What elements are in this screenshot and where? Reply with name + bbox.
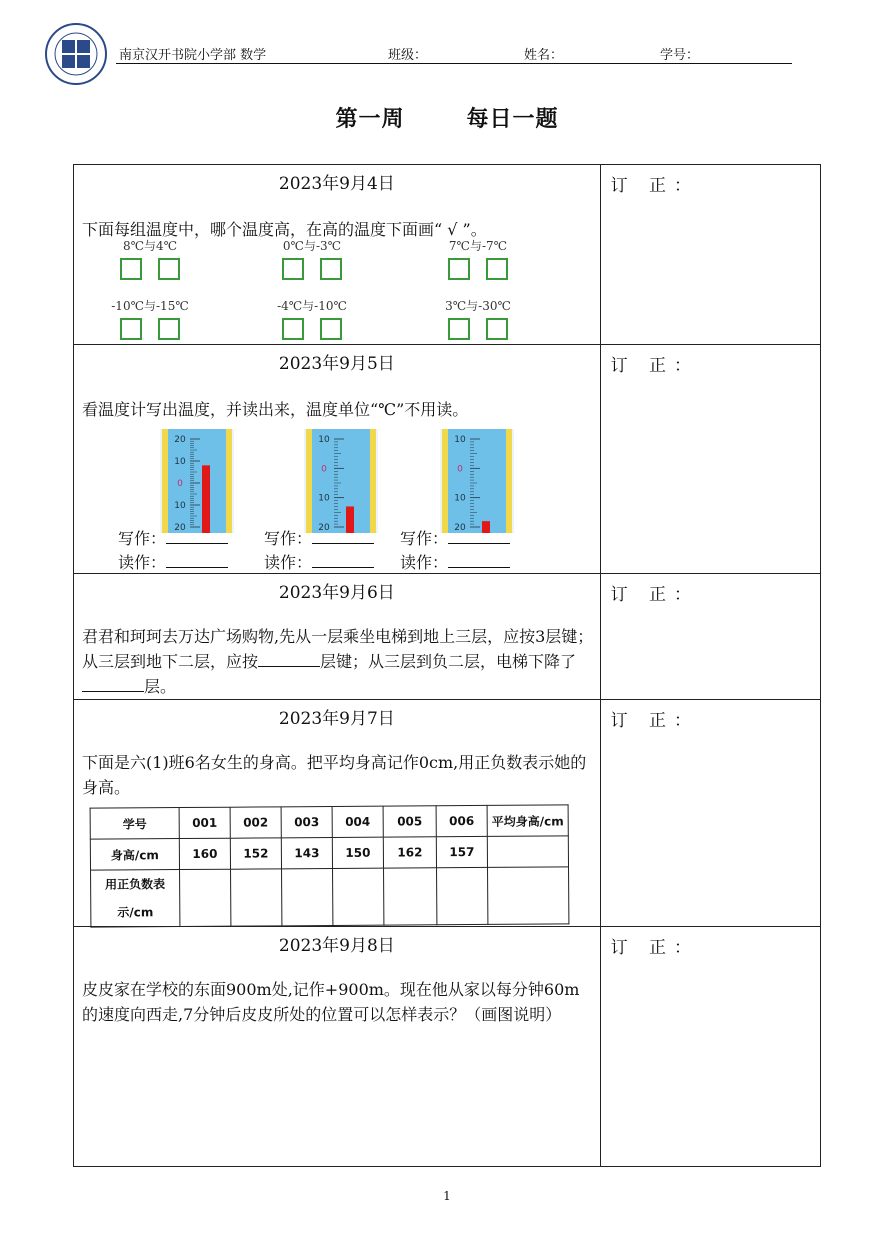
temp-pair: 3℃与-30℃ xyxy=(418,297,538,344)
question-cell xyxy=(74,574,601,700)
date-heading: 2023年9月4日 xyxy=(278,174,395,194)
date-heading: 2023年9月6日 xyxy=(278,583,395,603)
scale-label: 10 xyxy=(454,435,466,445)
temp-pair: -10℃与-15℃ xyxy=(90,297,210,344)
week-title: 第一周 xyxy=(335,107,405,132)
answer-cell[interactable] xyxy=(333,868,384,925)
daily-title: 每日一题 xyxy=(466,107,559,132)
date-heading: 2023年9月5日 xyxy=(278,354,395,374)
day-row xyxy=(74,574,821,700)
scale-label: 10 xyxy=(174,457,186,467)
correction-label: 订 正： xyxy=(610,176,700,196)
answer-cell[interactable] xyxy=(384,868,437,925)
question-text: 皮皮家在学校的东面900m处,记作+900m。现在他从家以每分钟60m的速度向西走,7分钟后皮皮所处的位置可以怎样表示？（画图说明） xyxy=(82,980,580,1024)
name-label: 姓名： xyxy=(524,48,564,63)
thermo-frame xyxy=(370,429,376,533)
temperature-pairs xyxy=(84,237,594,343)
scale-label: 20 xyxy=(174,435,186,445)
correction-label: 订 正： xyxy=(610,585,700,605)
answer-box[interactable] xyxy=(120,318,142,340)
answer-blank[interactable] xyxy=(448,551,510,568)
answer-cell[interactable] xyxy=(488,867,569,925)
answer-blank[interactable] xyxy=(166,527,228,544)
answer-box[interactable] xyxy=(486,258,508,280)
answer-box[interactable] xyxy=(158,258,180,280)
answer-box[interactable] xyxy=(120,258,142,280)
thermo-frame xyxy=(506,429,512,533)
question-text: 君君和珂珂去万达广场购物,先从一层乘坐电梯到地上三层，应按3层键；从三层到地下二层，应按 层键；从三层到负二层，电梯下降了层。 xyxy=(82,627,594,696)
temp-pair: 8℃与4℃ xyxy=(90,237,210,284)
answer-box[interactable] xyxy=(448,258,470,280)
table-header: 身高/cm xyxy=(90,839,179,871)
date-heading: 2023年9月7日 xyxy=(278,709,395,729)
class-label: 班级： xyxy=(388,48,428,63)
question-text: 下面是六(1)班6名女生的身高。把平均身高记作0cm,用正负数表示她的身高。 xyxy=(82,753,587,797)
scale-label: 0 xyxy=(457,464,463,475)
scale-label: 10 xyxy=(318,435,330,445)
thermometer xyxy=(160,429,234,533)
student-id-label: 学号： xyxy=(660,48,700,63)
table-header: 用正负数表示/cm xyxy=(91,870,180,928)
scale-label: 20 xyxy=(318,523,330,533)
answer-blank[interactable] xyxy=(82,677,144,692)
thermometer xyxy=(440,429,514,533)
temp-pair: 7℃与-7℃ xyxy=(418,237,538,284)
answer-cell[interactable] xyxy=(437,867,488,924)
temp-pair: -4℃与-10℃ xyxy=(252,297,372,344)
correction-label: 订 正： xyxy=(610,711,700,731)
answer-blank[interactable] xyxy=(312,551,374,568)
thermometer xyxy=(304,429,378,533)
answer-box[interactable] xyxy=(448,318,470,340)
correction-cell[interactable] xyxy=(600,345,820,574)
thermo-frame xyxy=(442,429,448,533)
answer-box[interactable] xyxy=(158,318,180,340)
scale-label: 20 xyxy=(174,523,186,533)
answer-blank[interactable] xyxy=(166,551,228,568)
answer-blank[interactable] xyxy=(312,527,374,544)
page-title xyxy=(0,102,894,133)
question-cell: 2023年9月5日 看温度计写出温度，并读出来，温度单位“℃”不用读。 20 10 0 10 20 10 0 10 20 10 0 10 20 写作： 写作： 写作： 读作： 读作： 读作： xyxy=(74,345,601,574)
answer-box[interactable] xyxy=(282,258,304,280)
answer-cell[interactable] xyxy=(231,869,282,926)
height-table: 学号 001 002 003 004 005 006 平均身高/cm 身高/cm 160 152 143 150 162 157 用正负数表示/cm xyxy=(90,804,570,927)
avg-header: 平均身高/cm xyxy=(487,805,568,837)
scale-label: 0 xyxy=(177,479,183,489)
answer-box[interactable] xyxy=(282,318,304,340)
page-header xyxy=(0,0,894,90)
worksheet-table xyxy=(73,164,821,1167)
question-text: 下面每组温度中，哪个温度高，在高的温度下面画“ √ ”。 xyxy=(82,220,487,239)
page-number: 1 xyxy=(443,1189,451,1203)
scale-label: 10 xyxy=(318,493,330,504)
scale-label: 10 xyxy=(174,501,186,511)
scale-label: 20 xyxy=(454,523,466,533)
mercury-column xyxy=(202,465,210,533)
correction-label: 订 正： xyxy=(610,356,700,376)
question-cell xyxy=(74,700,601,927)
temp-pair: 0℃与-3℃ xyxy=(252,237,372,284)
correction-cell[interactable] xyxy=(600,574,820,700)
correction-label: 订 正： xyxy=(610,938,700,958)
thermo-frame xyxy=(306,429,312,533)
answer-blank[interactable] xyxy=(448,527,510,544)
day-row xyxy=(74,700,821,927)
answer-box[interactable] xyxy=(320,258,342,280)
day-row xyxy=(74,927,821,1167)
thermo-frame xyxy=(226,429,232,533)
answer-cell[interactable] xyxy=(180,869,231,926)
school-subject: 南京汉开书院小学部 数学 xyxy=(119,48,267,63)
day-row xyxy=(74,165,821,345)
answer-blank[interactable] xyxy=(258,652,320,667)
header-rule xyxy=(116,63,792,64)
day-row xyxy=(74,345,821,574)
answer-box[interactable] xyxy=(320,318,342,340)
correction-cell[interactable] xyxy=(600,165,820,345)
question-cell[interactable] xyxy=(74,927,601,1167)
correction-cell[interactable] xyxy=(600,927,820,1167)
table-header: 学号 xyxy=(90,808,179,840)
date-heading: 2023年9月8日 xyxy=(278,936,395,956)
answer-cell[interactable] xyxy=(282,868,333,925)
school-logo xyxy=(44,22,108,86)
thermometers xyxy=(160,429,600,535)
question-cell xyxy=(74,165,601,345)
scale-label: 10 xyxy=(454,493,466,504)
answer-box[interactable] xyxy=(486,318,508,340)
scale-label: 0 xyxy=(321,464,327,475)
question-text: 看温度计写出温度，并读出来，温度单位“℃”不用读。 xyxy=(82,400,469,419)
correction-cell[interactable] xyxy=(600,700,820,927)
answer-cell[interactable] xyxy=(487,836,568,868)
thermo-frame xyxy=(162,429,168,533)
